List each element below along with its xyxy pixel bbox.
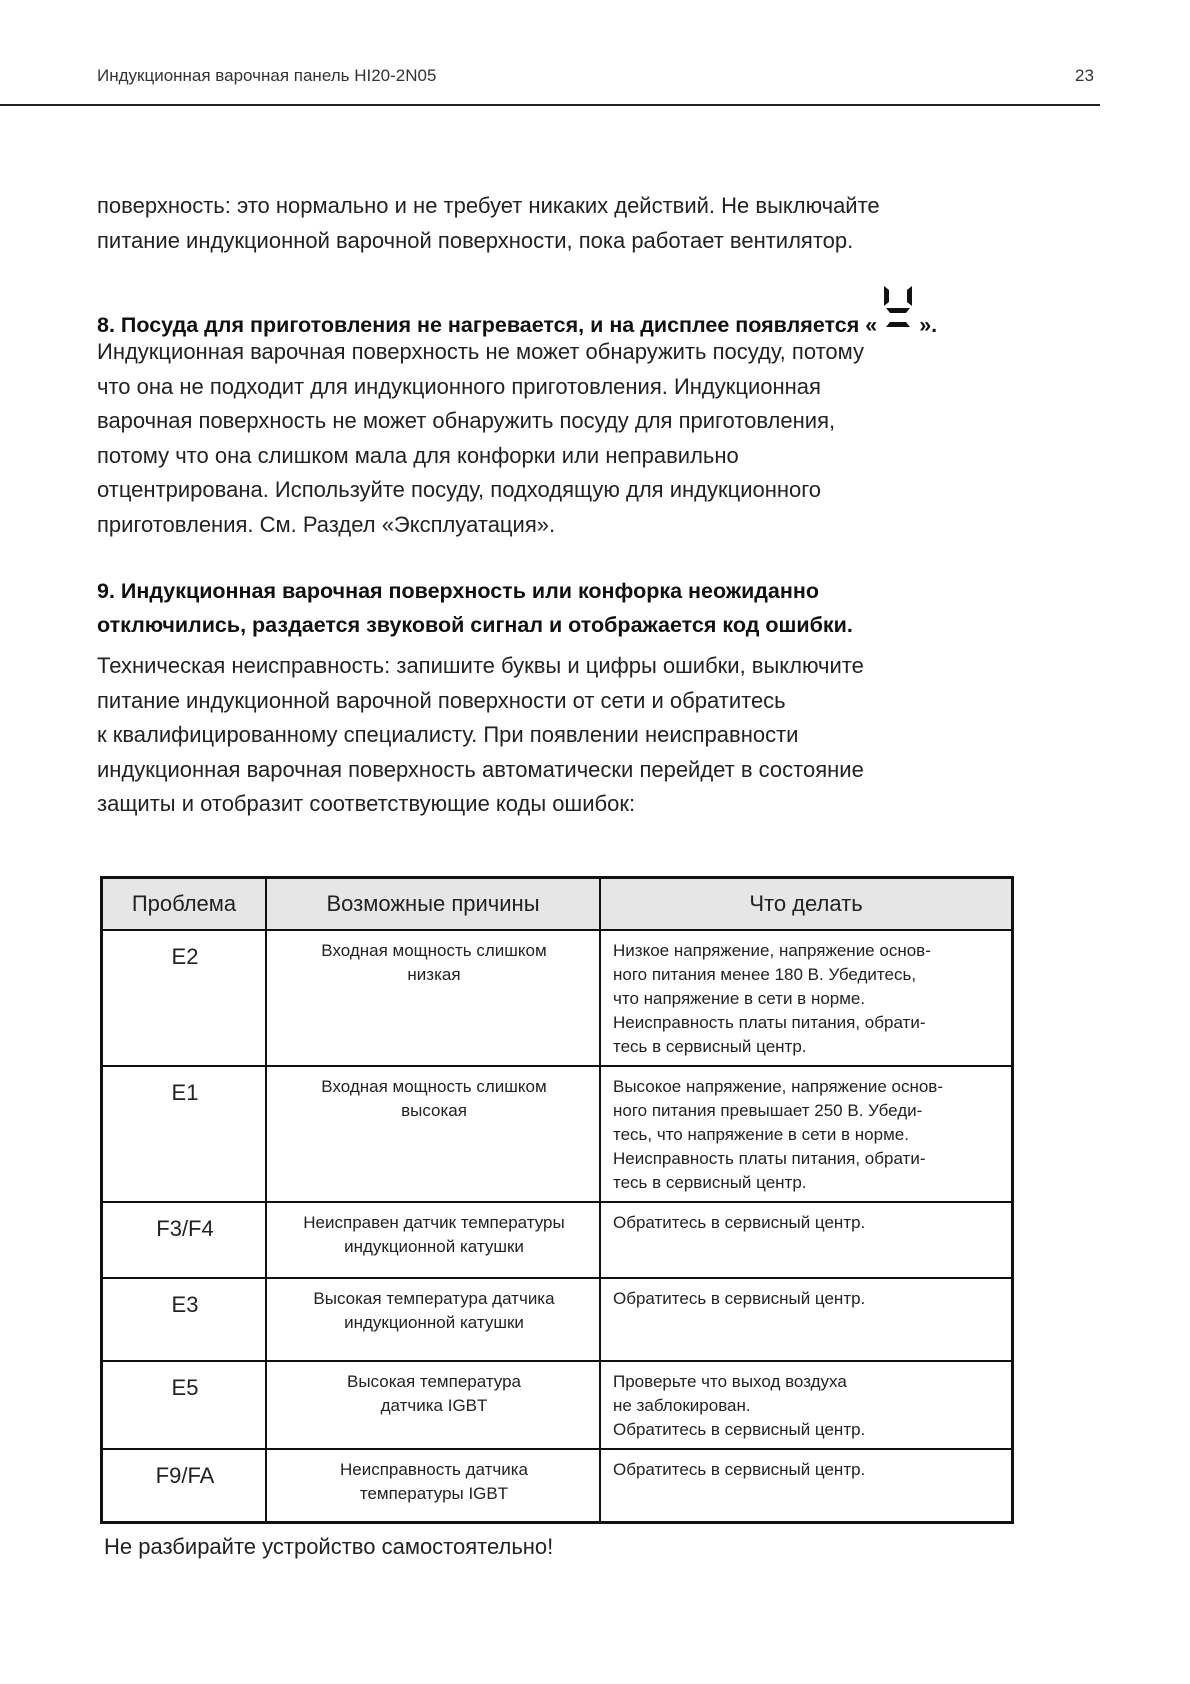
text-line: Проверьте что выход воздуха (613, 1372, 847, 1391)
text-line: Низкое напряжение, напряжение основ- (613, 941, 931, 960)
text-line: Неисправность платы питания, обрати- (613, 1149, 926, 1168)
error-codes-table (100, 876, 1014, 1524)
warning-note: Не разбирайте устройство самостоятельно! (104, 1534, 554, 1559)
section-9-body (97, 649, 1017, 822)
heading-text: ». (919, 313, 938, 337)
text-line: ного питания превышает 250 В. Убеди- (613, 1101, 923, 1120)
text-line: что она не подходит для индукционного приготовления. Индукционная (97, 373, 821, 399)
table-row (102, 1066, 1013, 1202)
text-line: низкая (407, 965, 461, 984)
error-code: E2 (102, 930, 267, 1066)
action-cell (600, 1278, 1013, 1361)
text-line: потому что она слишком мала для конфорки или неправильно (97, 442, 739, 468)
text-line: Неисправность платы питания, обрати- (613, 1013, 926, 1032)
text-line: ного питания менее 180 В. Убедитесь, (613, 965, 917, 984)
table-row (102, 1449, 1013, 1522)
text-line: Индукционная варочная поверхность не может обнаружить посуду, потому (97, 339, 865, 364)
text-line: Неисправность датчика (340, 1460, 528, 1479)
cause-cell (266, 1066, 600, 1202)
text-line: отцентрирована. Используйте посуду, подходящую для индукционного (97, 477, 822, 503)
text-line: защиты и отобразит соответствующие коды ошибок: (97, 791, 636, 817)
action-cell (600, 1202, 1013, 1278)
text-line: не заблокирован. (613, 1396, 751, 1415)
cause-cell (266, 1361, 600, 1449)
text-line: температуры IGBT (359, 1484, 509, 1503)
error-code: E5 (102, 1361, 267, 1449)
paragraph-continued (97, 189, 1017, 258)
text-line: тесь, что напряжение в сети в норме. (613, 1125, 909, 1144)
text-line: высокая (401, 1101, 467, 1120)
text-line: Неисправен датчик температуры (303, 1213, 565, 1232)
text-line: Техническая неисправность: запишите буквы и цифры ошибки, выключите (97, 653, 864, 678)
text-line: Входная мощность слишком (321, 941, 547, 960)
error-code: F9/FA (102, 1449, 267, 1522)
action-cell (600, 1066, 1013, 1202)
table-row (102, 1278, 1013, 1361)
error-code: E1 (102, 1066, 267, 1202)
text-line: питание индукционной варочной поверхности от сети и обратитесь (97, 687, 786, 713)
text-line: питание индукционной варочной поверхности, пока работает вентилятор. (97, 227, 854, 253)
action-cell (600, 930, 1013, 1066)
text-line: индукционная варочная поверхность автоматически перейдет в состояние (97, 756, 864, 782)
text-line: что напряжение в сети в норме. (613, 989, 866, 1008)
cause-cell (266, 1202, 600, 1278)
table-row (102, 1202, 1013, 1278)
section-9-heading (97, 574, 1037, 642)
text-line: поверхность: это нормально и не требует никаких действий. Не выключайте (97, 193, 880, 218)
text-line: Обратитесь в сервисный центр. (613, 1213, 866, 1232)
error-code: E3 (102, 1278, 267, 1361)
text-line: Высокая температура (346, 1372, 522, 1391)
action-cell (600, 1361, 1013, 1449)
text-line: индукционной катушки (344, 1313, 524, 1332)
action-cell (600, 1449, 1013, 1522)
header-rule (0, 104, 1100, 106)
text-line: варочная поверхность не может обнаружить посуду для приготовления, (97, 408, 836, 434)
text-line: к квалифицированному специалисту. При появлении неисправности (97, 722, 799, 748)
text-line: Высокая температура датчика (313, 1289, 555, 1308)
text-line: приготовления. См. Раздел «Эксплуатация». (97, 511, 556, 537)
heading-line: 9. Индукционная варочная поверхность или конфорка неожиданно (97, 579, 819, 603)
heading-line: отключились, раздается звуковой сигнал и отображается код ошибки. (97, 613, 853, 637)
page-number: 23 (1075, 66, 1094, 85)
text-line: Входная мощность слишком (321, 1077, 547, 1096)
seven-segment-u-icon (881, 284, 915, 328)
error-code: F3/F4 (102, 1202, 267, 1278)
column-header-action: Что делать (600, 878, 1013, 931)
heading-text: 8. Посуда для приготовления не нагревается, и на дисплее появляется « (97, 313, 878, 337)
text-line: тесь в сервисный центр. (613, 1173, 807, 1192)
column-header-causes: Возможные причины (266, 878, 600, 931)
text-line: индукционной катушки (344, 1237, 524, 1256)
text-line: датчика IGBT (380, 1396, 488, 1415)
column-header-problem: Проблема (102, 878, 267, 931)
text-line: Обратитесь в сервисный центр. (613, 1460, 866, 1479)
text-line: тесь в сервисный центр. (613, 1037, 807, 1056)
table-row (102, 1361, 1013, 1449)
text-line: Высокое напряжение, напряжение основ- (613, 1077, 943, 1096)
section-8-body (97, 335, 1017, 543)
cause-cell (266, 1278, 600, 1361)
cause-cell (266, 1449, 600, 1522)
text-line: Обратитесь в сервисный центр. (613, 1289, 866, 1308)
text-line: Обратитесь в сервисный центр. (613, 1420, 866, 1439)
table-row (102, 930, 1013, 1066)
running-header: Индукционная варочная панель HI20-2N05 (97, 66, 437, 85)
cause-cell (266, 930, 600, 1066)
